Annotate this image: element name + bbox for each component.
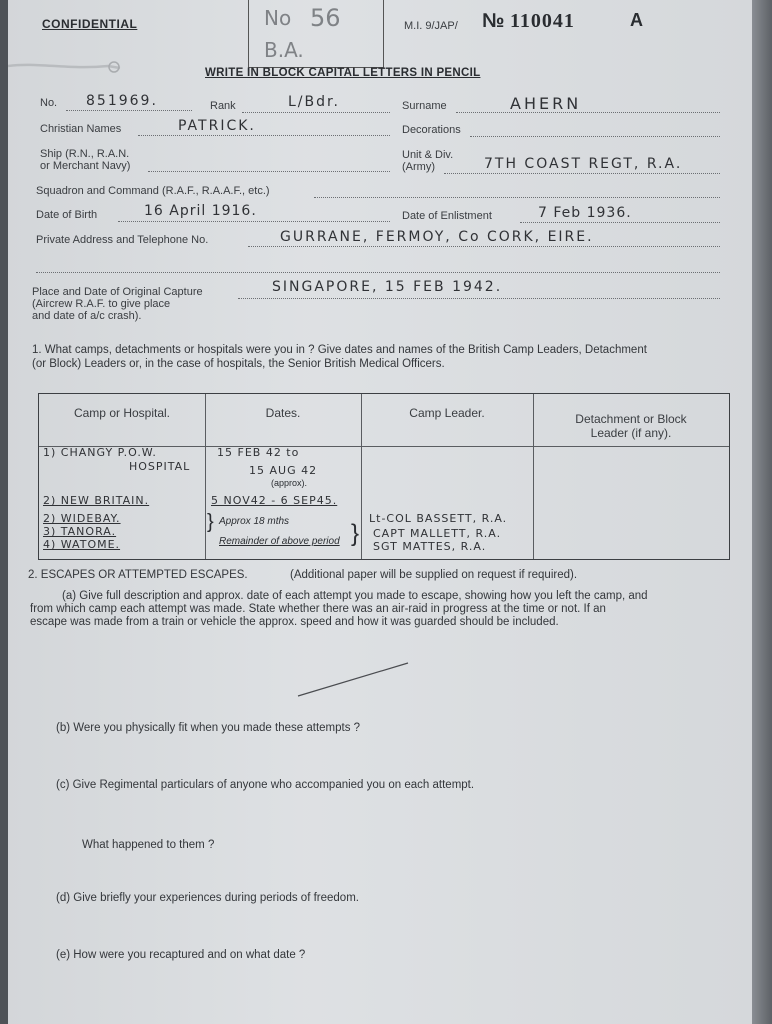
question-2-note: (Additional paper will be supplied on request if required).: [290, 569, 578, 581]
leader-1: Lt-COL BASSETT, R.A.: [369, 512, 508, 525]
capture-value: SINGAPORE, 15 FEB 1942.: [272, 279, 503, 295]
decorations-label: Decorations: [402, 124, 461, 136]
question-2-title: 2. ESCAPES OR ATTEMPTED ESCAPES.: [28, 569, 248, 581]
ship-label-line2: or Merchant Navy): [40, 160, 131, 172]
question-2a-line2: from which camp each attempt was made. State whether there was an air-raid in progress at the time or not. If an: [30, 603, 606, 615]
number-symbol: №: [482, 10, 505, 32]
capture-label-line2: (Aircrew R.A.F. to give place: [32, 298, 171, 310]
enlistment-value: 7 Feb 1936.: [538, 205, 632, 221]
row1-dates-line3: (approx).: [271, 478, 308, 488]
confidential-label: CONFIDENTIAL: [42, 17, 138, 31]
binding-string: [8, 60, 124, 74]
address-label: Private Address and Telephone No.: [36, 234, 209, 246]
bracket-icon: }: [207, 511, 214, 533]
stamp-number: 56: [310, 4, 341, 32]
background-right: [752, 0, 772, 1024]
col-header-dates: Dates.: [265, 406, 301, 420]
question-2d: (d) Give briefly your experiences during periods of freedom.: [56, 892, 359, 904]
leader-bracket-icon: }: [351, 520, 360, 547]
unit-label-line2: (Army): [402, 161, 435, 173]
christian-names-label: Christian Names: [40, 123, 122, 135]
unit-label-line1: Unit & Div.: [402, 149, 454, 161]
surname-label: Surname: [402, 100, 447, 112]
squadron-label: Squadron and Command (R.A.F., R.A.A.F., etc.): [36, 185, 270, 197]
leader-3: SGT MATTES, R.A.: [373, 540, 487, 553]
christian-names-value: PATRICK.: [178, 118, 256, 134]
leader-2: CAPT MALLETT, R.A.: [373, 527, 502, 540]
pencil-stroke: [296, 660, 416, 700]
rank-value: L/Bdr.: [288, 94, 340, 110]
col-header-detachment-line2: Leader (if any).: [590, 426, 672, 440]
document-suffix: A: [630, 10, 643, 30]
document-page: [8, 0, 752, 1024]
row4-camp: 3) TANORA.: [43, 525, 117, 538]
question-2c: (c) Give Regimental particulars of anyone who accompanied you on each attempt.: [56, 779, 475, 791]
row5-camp: 4) WATOME.: [43, 538, 121, 551]
service-number: 851969.: [86, 93, 158, 109]
rank-label: Rank: [210, 100, 236, 112]
unit-value: 7TH COAST REGT, R.A.: [484, 156, 683, 172]
row2-camp: 2) NEW BRITAIN.: [43, 494, 150, 507]
capture-label-line3: and date of a/c crash).: [32, 310, 142, 322]
row1-dates-line1: 15 FEB 42 to: [217, 446, 300, 459]
capture-label-line1: Place and Date of Original Capture: [32, 286, 203, 298]
question-2a-line1: (a) Give full description and approx. date of each attempt you made to escape, showing how you left the camp, and: [62, 590, 648, 602]
col-header-camp: Camp or Hospital.: [73, 406, 171, 420]
col-header-camp-leader: Camp Leader.: [409, 406, 485, 420]
row1-camp-line2: HOSPITAL: [129, 460, 191, 473]
question-2b: (b) Were you physically fit when you made these attempts ?: [56, 722, 361, 734]
question-1-line1: 1. What camps, detachments or hospitals were you in ? Give dates and names of the British Camp Leaders, Detachment: [32, 344, 647, 356]
reference-label: M.I. 9/JAP/: [404, 20, 458, 32]
background-left: [0, 0, 8, 1024]
no-label: No.: [40, 97, 58, 109]
row1-camp-line1: 1) CHANGY P.O.W.: [43, 446, 157, 459]
stamp-no: No: [264, 6, 292, 30]
camps-table: [38, 393, 730, 560]
document-number: 110041: [510, 10, 575, 32]
question-2a-line3: escape was made from a train or vehicle the approx. speed and how it was guarded should be included.: [30, 616, 559, 628]
col-header-detachment-line1: Detachment or Block: [575, 412, 687, 426]
address-value: GURRANE, FERMOY, Co CORK, EIRE.: [280, 229, 594, 245]
row1-dates-line2: 15 AUG 42: [249, 464, 318, 477]
row5-dates: Remainder of above period: [219, 536, 340, 547]
row3-camp: 2) WIDEBAY.: [43, 512, 121, 525]
question-1-line2: (or Block) Leaders or, in the case of hospitals, the Senior British Medical Officers.: [32, 358, 445, 370]
instruction-heading: WRITE IN BLOCK CAPITAL LETTERS IN PENCIL: [205, 67, 481, 79]
question-2c-followup: What happened to them ?: [82, 839, 215, 851]
enlistment-label: Date of Enlistment: [402, 210, 492, 222]
stamp-ba: B.A.: [264, 38, 304, 62]
dob-value: 16 April 1916.: [144, 203, 257, 219]
row3-dates: Approx 18 mths: [219, 516, 290, 527]
dob-label: Date of Birth: [36, 209, 98, 221]
row2-dates: 5 NOV42 - 6 SEP45.: [211, 494, 338, 507]
surname-value: AHERN: [510, 94, 582, 113]
question-2e: (e) How were you recaptured and on what date ?: [56, 949, 306, 961]
ship-label-line1: Ship (R.N., R.A.N.: [40, 148, 130, 160]
